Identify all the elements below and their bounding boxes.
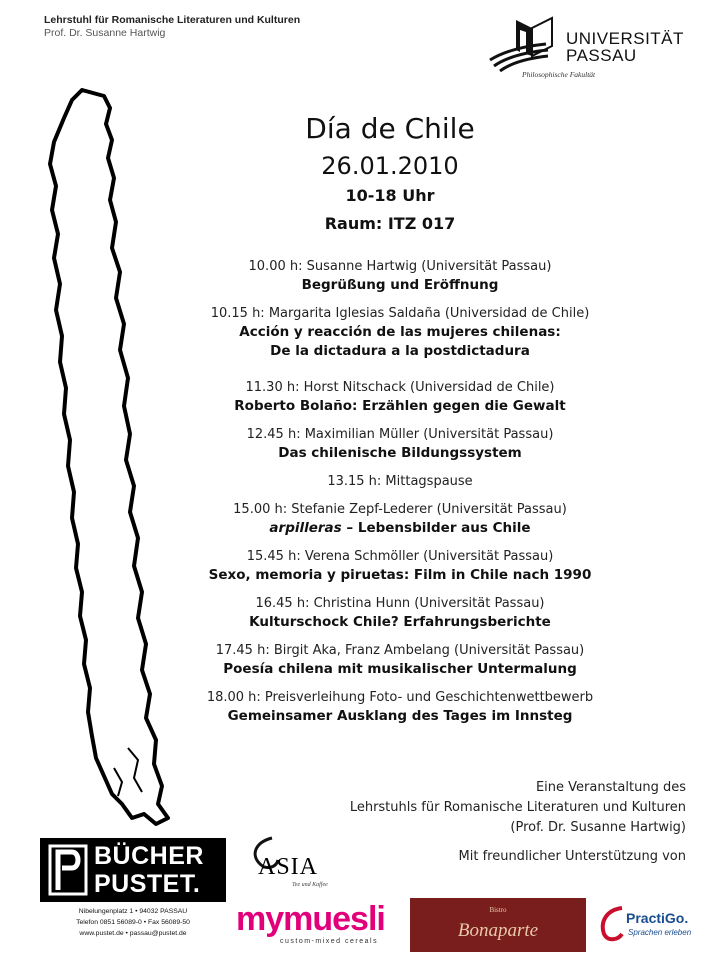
pustet-name [94,842,204,898]
program-item [172,473,628,491]
program-title: Acción y reacción de las mujeres chilenas: [239,324,561,340]
asia-name: ASIA [258,854,319,880]
program-item [172,258,628,295]
university-name [566,30,684,64]
professor-name: Prof. Dr. Susanne Hartwig [44,27,166,39]
pustet-name-line1: BÜCHER [94,842,204,870]
pustet-address-line1: Nibelungenplatz 1 • 94032 PASSAU [78,908,188,915]
pustet-address-line2: Telefon 0851 56089-0 • Fax 56089-50 [76,919,190,926]
program-item [172,548,628,585]
program-speaker: 10.15 h: Margarita Iglesias Saldaña (Universidad de Chile) [210,306,590,321]
mymuesli-tagline: custom-mixed cereals [280,938,379,945]
pustet-name-line2: PUSTET. [94,870,201,898]
bonaparte-top: Bistro [489,906,507,914]
program-item [172,642,628,679]
organizer-line2: Lehrstuhls für Romanische Literaturen und Kulturen [349,800,686,815]
sponsor-asia-logo [236,834,356,898]
mymuesli-name-b: muesli [283,900,385,938]
event-title: Día de Chile [305,112,475,145]
asia-tagline: Tee und Kaffee [292,882,328,888]
sponsor-bonaparte-logo [410,898,586,952]
program-title: De la dictadura a la postdictadura [270,343,530,359]
program-title: Sexo, memoria y piruetas: Film in Chile nach 1990 [208,567,592,583]
support-note: Mit freundlicher Unterstützung von [458,849,686,864]
sponsor-mymuesli-logo [236,900,404,952]
event-time: 10-18 Uhr [345,186,435,205]
pustet-address-line3: www.pustet.de • passau@pustet.de [79,930,187,937]
program-title: Das chilenische Bildungssystem [278,445,522,461]
program-title: Begrüßung und Eröffnung [301,277,499,293]
program-title-italic: arpilleras [269,520,342,536]
program-item [172,689,628,726]
pustet-address [40,906,226,939]
program-title: Roberto Bolaño: Erzählen gegen die Gewalt [234,398,566,414]
practigo-tagline: Sprachen erleben [628,928,692,937]
program-title [172,519,628,538]
event-date: 26.01.2010 [321,152,459,180]
program-item [172,305,628,361]
program-title-rest: – Lebensbilder aus Chile [341,520,531,536]
university-logo [486,14,700,84]
sponsor-practigo-logo [596,896,706,952]
program-speaker: 12.45 h: Maximilian Müller (Universität Passau) [246,427,554,442]
chair-name: Lehrstuhl für Romanische Literaturen und Kulturen [44,14,301,26]
program-item [172,426,628,463]
program-speaker: 13.15 h: Mittagspause [327,474,473,489]
organizer-note [350,778,686,838]
program-speaker: 15.45 h: Verena Schmöller (Universität Passau) [246,549,554,564]
practigo-name: PractiGo. [626,910,689,926]
program-speaker: 17.45 h: Birgit Aka, Franz Ambelang (Universität Passau) [215,643,585,658]
practigo-swoosh-icon [596,904,626,944]
sponsor-pustet-logo [40,838,226,902]
university-emblem-icon [486,16,566,72]
program-speaker: 11.30 h: Horst Nitschack (Universidad de Chile) [245,380,555,395]
program-speaker: 16.45 h: Christina Hunn (Universität Passau) [255,596,545,611]
pustet-emblem-icon [48,844,88,896]
organizer-line1: Eine Veranstaltung des [535,780,686,795]
chair-header [44,14,300,40]
university-name-line1: UNIVERSITÄT [566,29,684,48]
program-title: Gemeinsamer Ausklang des Tages im Innsteg [227,708,573,724]
program-item [172,595,628,632]
mymuesli-name-a: my [236,900,284,938]
chile-map-outline [30,88,180,828]
university-name-line2: PASSAU [566,46,637,65]
program-item [172,379,628,416]
program-list [172,258,628,736]
event-room: Raum: ITZ 017 [324,214,456,233]
bonaparte-name: Bonaparte [457,920,539,941]
faculty-name: Philosophische Fakultät [522,70,596,79]
program-title: Kulturschock Chile? Erfahrungsberichte [249,614,551,630]
program-title: Poesía chilena mit musikalischer Untermalung [223,661,577,677]
program-item [172,501,628,538]
program-speaker: 10.00 h: Susanne Hartwig (Universität Passau) [248,259,552,274]
mymuesli-name [236,900,385,938]
program-speaker: 18.00 h: Preisverleihung Foto- und Geschichtenwettbewerb [206,690,594,705]
organizer-line3: (Prof. Dr. Susanne Hartwig) [510,820,686,835]
program-speaker: 15.00 h: Stefanie Zepf-Lederer (Universität Passau) [233,502,567,517]
